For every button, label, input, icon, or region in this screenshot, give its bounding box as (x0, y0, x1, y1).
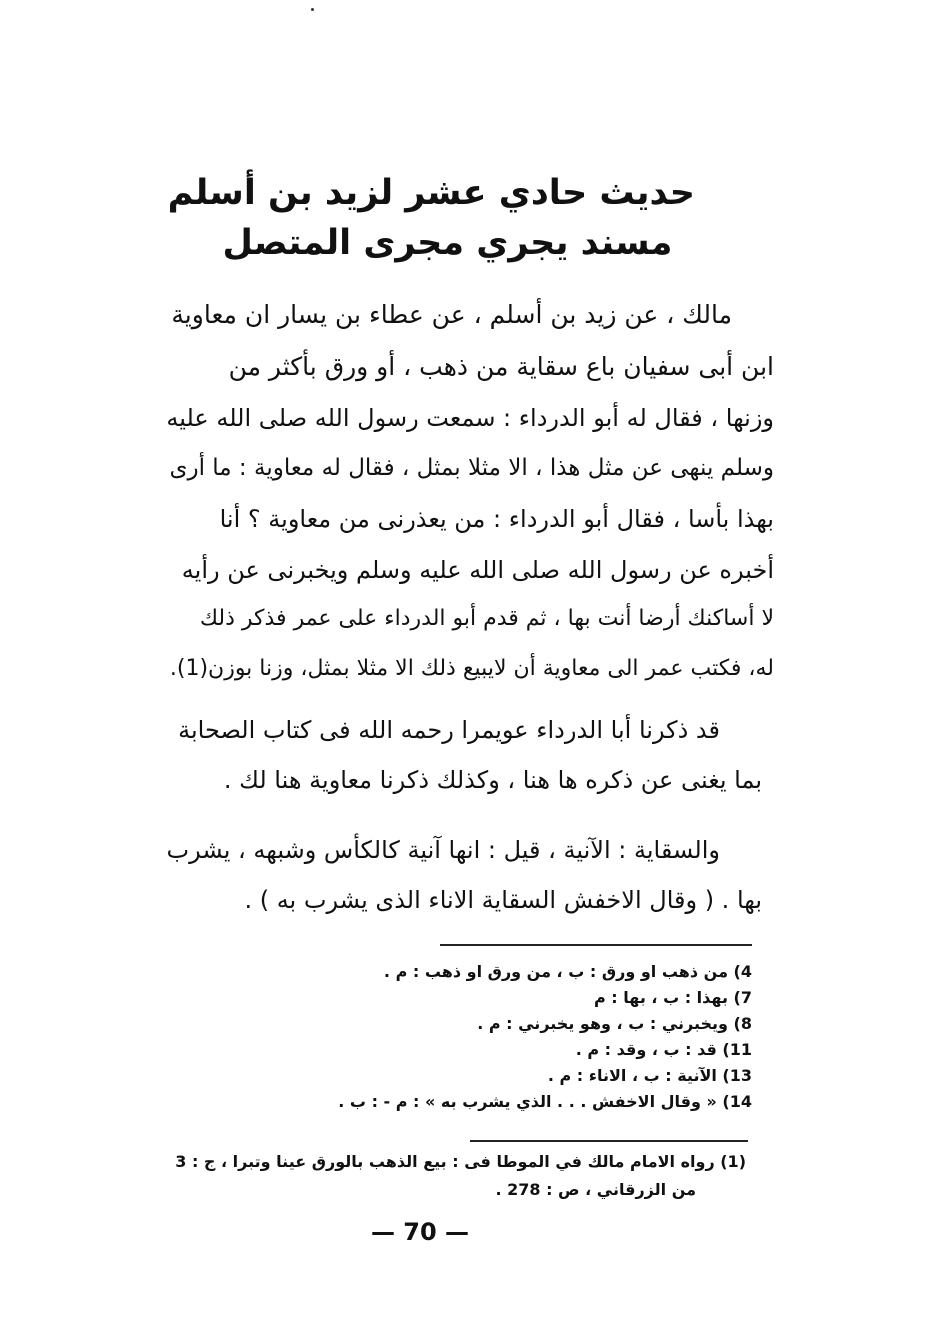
body-line: له، فكتب عمر الى معاوية أن لايبيع ذلك الا مثلا بمثل، وزنا بوزن(1). (169, 656, 774, 681)
footnote-line: من الزرقاني ، ص : 278 . (495, 1180, 696, 1199)
body-line: بما يغنى عن ذكره ها هنا ، وكذلك ذكرنا معاوية هنا لك . (223, 766, 762, 794)
chapter-title (167, 168, 695, 268)
body-line: وسلم ينهى عن مثل هذا ، الا مثلا بمثل ، فقال له معاوية : ما أرى (169, 455, 774, 481)
notes-rule (440, 944, 752, 946)
body-line: لا أساكنك أرضا أنت بها ، ثم قدم أبو الدرداء على عمر فذكر ذلك (199, 606, 774, 631)
body-line: والسقاية : الآنية ، قيل : انها آنية كالكأس وشبهه ، يشرب (166, 836, 720, 864)
body-line: ابن أبى سفيان باع سقاية من ذهب ، أو ورق بأكثر من (228, 352, 774, 381)
scan-speck (311, 8, 314, 11)
footnote-line: (1) رواه الامام مالك في الموطا فى : بيع الذهب بالورق عينا وتبرا ، ج : 3 (175, 1152, 746, 1171)
variant-note: 11) قد : ب ، وقد : م . (575, 1040, 752, 1059)
variant-note: 7) بهذا : ب ، بها : م (594, 988, 752, 1007)
body-line: قد ذكرنا أبا الدرداء عويمرا رحمه الله فى كتاب الصحابة (178, 716, 720, 744)
footnote-rule (470, 1140, 748, 1142)
variant-note: 14) « وقال الاخفش . . . الذي يشرب به » : م - : ب . (338, 1092, 752, 1111)
body-line: أخبره عن رسول الله صلى الله عليه وسلم ويخبرنى عن رأيه (181, 556, 774, 584)
variant-note: 13) الآنية : ب ، الاناء : م . (547, 1066, 752, 1085)
title-line-1: حديث حادي عشر لزيد بن أسلم (167, 173, 695, 213)
title-line-2: مسند يجري مجرى المتصل (222, 223, 673, 263)
body-line: وزنها ، فقال له أبو الدرداء : سمعت رسول الله صلى الله عليه (166, 404, 774, 432)
body-line: مالك ، عن زيد بن أسلم ، عن عطاء بن يسار ان معاوية (171, 300, 732, 329)
body-line: بها . ( وقال الاخفش السقاية الاناء الذى يشرب به ) . (244, 886, 762, 914)
variant-note: 4) من ذهب او ورق : ب ، من ورق او ذهب : م . (383, 962, 752, 981)
variant-note: 8) ويخبرني : ب ، وهو يخبرني : م . (477, 1014, 752, 1033)
body-line: بهذا بأسا ، فقال أبو الدرداء : من يعذرنى من معاوية ؟ أنا (219, 505, 774, 533)
page-number: — 70 — (370, 1218, 470, 1246)
